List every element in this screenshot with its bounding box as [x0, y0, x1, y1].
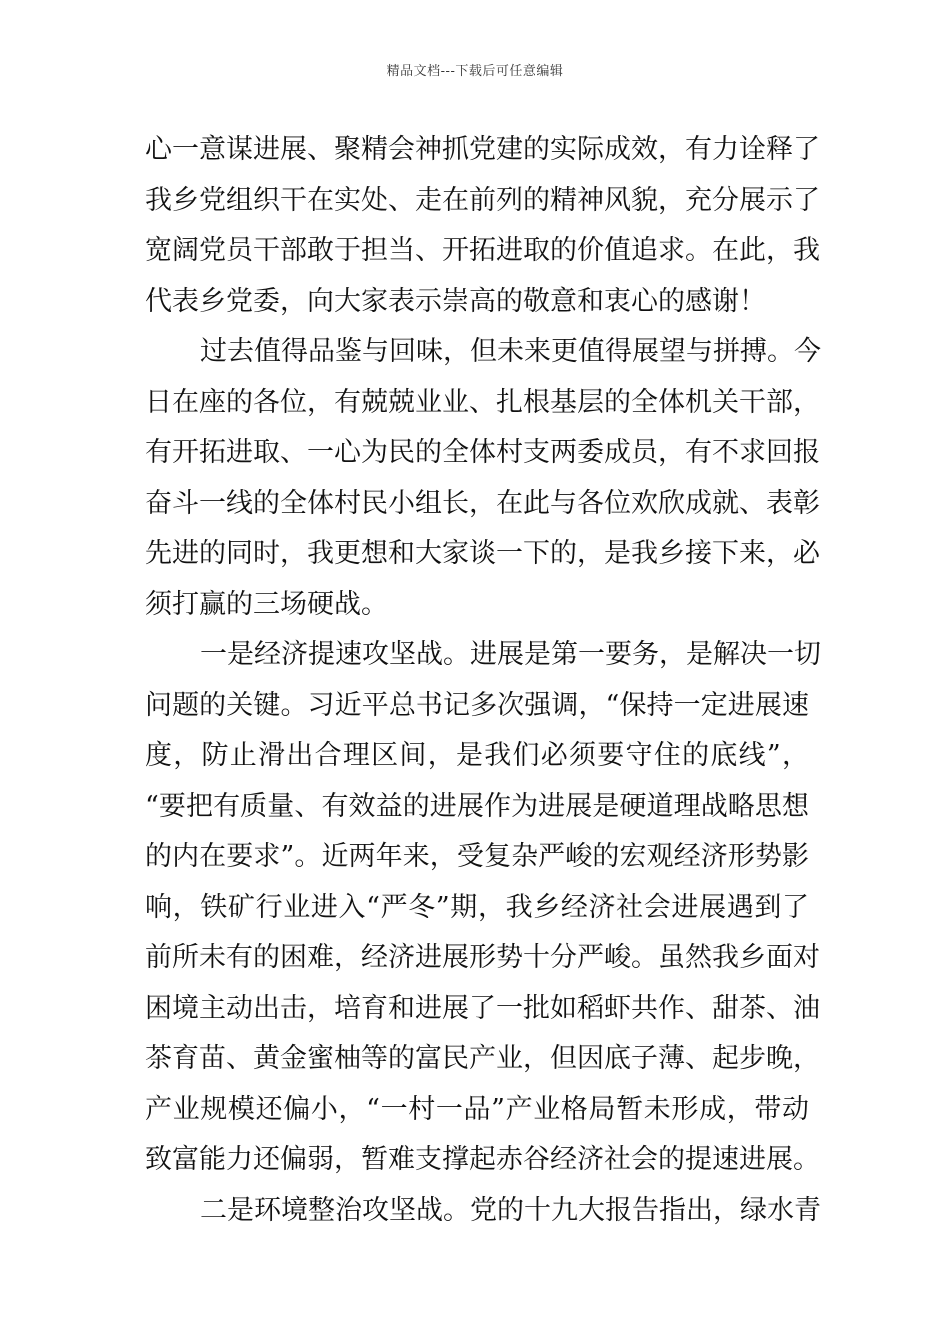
- paragraph-line: 我乡党组织干在实处、走在前列的精神风貌，充分展示了: [145, 184, 820, 216]
- paragraph-line: 问题的关键。习近平总书记多次强调，“保持一定进展速: [145, 689, 809, 721]
- paragraph-line: 的内在要求”。近两年来，受复杂严峻的宏观经济形势影: [145, 841, 809, 872]
- paragraph-line: 代表乡党委，向大家表示崇高的敬意和衷心的感谢！: [145, 285, 766, 317]
- paragraph-line: 有开拓进取、一心为民的全体村支两委成员，有不求回报: [145, 437, 820, 468]
- paragraph-line: 一是经济提速攻坚战。进展是第一要务，是解决一切: [200, 639, 821, 670]
- paragraph-line: 须打赢的三场硬战。: [145, 588, 388, 620]
- paragraph-line: 困境主动出击，培育和进展了一批如稻虾共作、甜茶、油: [145, 992, 820, 1024]
- document-body: [145, 125, 821, 1236]
- paragraph-line: 宽阔党员干部敢于担当、开拓进取的价值追求。在此，我: [145, 235, 820, 266]
- paragraph-line: 响，铁矿行业进入“严冬”期，我乡经济社会进展遇到了: [145, 891, 809, 923]
- paragraph-line: 二是环境整治攻坚战。党的十九大报告指出，绿水青: [200, 1194, 821, 1226]
- paragraph-line: 心一意谋进展、聚精会神抓党建的实际成效，有力诠释了: [145, 134, 820, 165]
- paragraph-line: 奋斗一线的全体村民小组长，在此与各位欢欣成就、表彰: [145, 487, 820, 519]
- paragraph-line: 致富能力还偏弱，暂难支撑起赤谷经济社会的提速进展。: [145, 1144, 820, 1175]
- paragraph-line: 茶育苗、黄金蜜柚等的富民产业，但因底子薄、起步晚，: [145, 1043, 820, 1074]
- paragraph-line: 过去值得品鉴与回味，但未来更值得展望与拼搏。今: [200, 336, 821, 367]
- paragraph-line: 产业规模还偏小，“一村一品”产业格局暂未形成，带动: [145, 1093, 809, 1125]
- paragraph-line: 前所未有的困难，经济进展形势十分严峻。虽然我乡面对: [145, 942, 820, 973]
- paragraph-line: 日在座的各位，有兢兢业业、扎根基层的全体机关干部，: [145, 386, 820, 418]
- page-header: 精品文档---下载后可任意编辑: [386, 64, 564, 79]
- paragraph-line: 先进的同时，我更想和大家谈一下的，是我乡接下来，必: [145, 538, 820, 569]
- paragraph-line: “要把有质量、有效益的进展作为进展是硬道理战略思想: [145, 790, 809, 822]
- paragraph-line: 度，防止滑出合理区间，是我们必须要守住的底线”，: [145, 740, 809, 771]
